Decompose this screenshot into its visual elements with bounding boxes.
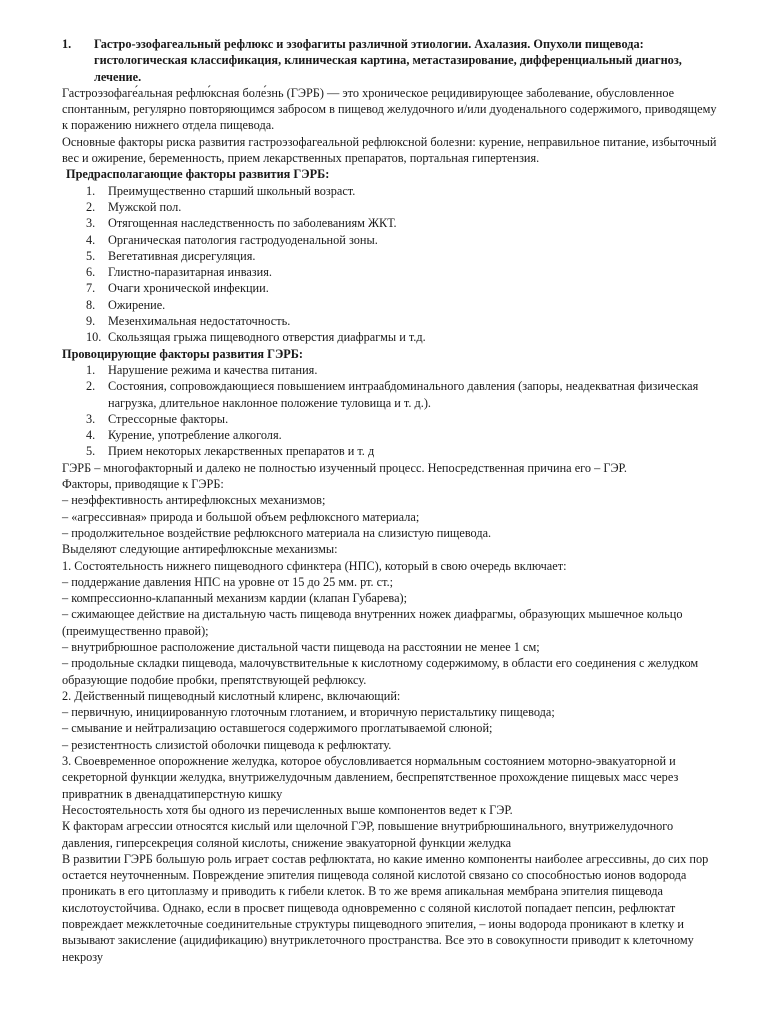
list-item: 2. Состояния, сопровождающиеся повышением интраабдоминального давления (запоры, неадекватная физическая нагрузка, длительное наклонное положение туловища и т. д.). <box>86 379 699 410</box>
list-item: 9. Мезенхимальная недостаточность. <box>86 314 291 329</box>
list-item: 8. Ожирение. <box>86 297 166 312</box>
body-line: 3. Своевременное опорожнение желудка, которое обусловливается нормальным состоянием моторно-эвакуаторной и секреторной функции желудка, внутрижелудочным давлением, беспрепятственное прохождение пищевых масс через привратник в двенадцатиперстную кишку <box>62 754 679 801</box>
section-number: 1. <box>62 37 72 51</box>
body-line: – поддержание давления НПС на уровне от 15 до 25 мм. рт. ст.; <box>62 574 394 589</box>
list-item: 4. Курение, употребление алкоголя. <box>86 428 282 443</box>
predisposing-heading: Предрасполагающие факторы развития ГЭРБ: <box>66 167 330 182</box>
provoking-heading: Провоцирующие факторы развития ГЭРБ: <box>62 346 304 361</box>
body-line: – продольные складки пищевода, малочувствительные к кислотному содержимому, в области его соединения с желудком образующие подобие пробки, препятствующей рефлюксу. <box>62 656 699 687</box>
body-line: Выделяют следующие антирефлюксные механизмы: <box>62 542 338 557</box>
body-line: 2. Действенный пищеводный кислотный клиренс, включающий: <box>62 688 401 703</box>
list-item: 3. Стрессорные факторы. <box>86 411 229 426</box>
body-line: – резистентность слизистой оболочки пищевода к рефлюктату. <box>62 737 392 752</box>
body-line: 1. Состоятельность нижнего пищеводного сфинктера (НПС), который в свою очередь включает: <box>62 558 567 573</box>
list-item: 1. Преимущественно старший школьный возраст. <box>86 183 356 198</box>
provoking-list <box>62 362 718 460</box>
body-line: – смывание и нейтрализацию оставшегося содержимого проглатываемой слюной; <box>62 721 493 736</box>
body-line: – сжимающее действие на дистальную часть пищевода внутренних ножек диафрагмы, образующих мышечное кольцо (преимущественно правой); <box>62 607 683 638</box>
intro-paragraph: Гастроэзофаге́альная рефлю́ксная боле́знь (ГЭРБ) — это хроническое рецидивирующее заболевание, обусловленное спонтанным, регулярно повторяющимся забросом в пищевод желудочного и/или дуоденального содержимого, приводящему к поражению нижнего отдела пищевода. <box>62 85 717 133</box>
list-item: 2. Мужской пол. <box>86 199 182 214</box>
list-item: 10. Скользящая грыжа пищеводного отверстия диафрагмы и т.д. <box>86 330 426 345</box>
section-title <box>62 36 718 85</box>
list-item: 6. Глистно-паразитарная инвазия. <box>86 265 272 280</box>
section-title-text: Гастро-эзофагеальный рефлюкс и эзофагиты различной этиологии. Ахалазия. Опухоли пищевода: гистологическая классификация, клиническая картина, метастазирование, дифференциальный диагноз, лечение. <box>94 37 682 84</box>
list-item: 3. Отягощенная наследственность по заболеваниям ЖКТ. <box>86 216 397 231</box>
list-item: 7. Очаги хронической инфекции. <box>86 281 269 296</box>
body-line: В развитии ГЭРБ большую роль играет состав рефлюктата, но какие именно компоненты наиболее агрессивны, до сих пор остается неуточненным. Повреждение эпителия пищевода соляной кислотой связано со способностью ионов водорода проникать в его цитоплазму и приводить к гибели клеток. В то же время апикальная мембрана эпителия пищевода кислотоустойчива. Однако, если в просвет пищевода одновременно с соляной кислотой попадает пепсин, рефлюктат повреждает межклеточные соединительные структуры пищеводного эпителия, – ионы водорода проникают в клетку и вызывают закисление (ацидификацию) внутриклеточного пространства. Все это в совокупности приводит к клеточному некрозу <box>62 851 709 964</box>
list-item: 5. Прием некоторых лекарственных препаратов и т. д <box>86 444 375 459</box>
body-line: ГЭРБ – многофакторный и далеко не полностью изученный процесс. Непосредственная причина его – ГЭР. <box>62 460 627 475</box>
body-line: – компрессионно-клапанный механизм кардии (клапан Губарева); <box>62 591 408 606</box>
predisposing-list <box>62 183 718 346</box>
body-line: – «агрессивная» природа и большой объем рефлюксного материала; <box>62 509 420 524</box>
list-item: 1. Нарушение режима и качества питания. <box>86 362 318 377</box>
body-line: – продолжительное воздействие рефлюксного материала на слизистую пищевода. <box>62 525 492 540</box>
list-item: 4. Органическая патология гастродуоденальной зоны. <box>86 232 378 247</box>
list-item: 5. Вегетативная дисрегуляция. <box>86 248 256 263</box>
body-line: К факторам агрессии относятся кислый или щелочной ГЭР, повышение внутрибрюшинального, внутрижелудочного давления, гиперсекреция соляной кислоты, снижение эвакуаторной функции желудка <box>62 819 674 850</box>
body-line: – внутрибрюшное расположение дистальной части пищевода на расстоянии не менее 1 см; <box>62 639 540 654</box>
body-line: – неэффективность антирефлюксных механизмов; <box>62 493 326 508</box>
risk-factors-paragraph: Основные факторы риска развития гастроэзофагеальной рефлюксной болезни: курение, неправильное питание, избыточный вес и ожирение, беременность, прием лекарственных препаратов, портальная гипертензия. <box>62 134 717 166</box>
body-line: Несостоятельность хотя бы одного из перечисленных выше компонентов ведет к ГЭР. <box>62 802 513 817</box>
body-line: Факторы, приводящие к ГЭРБ: <box>62 477 224 492</box>
body-line: – первичную, инициированную глоточным глотанием, и вторичную перистальтику пищевода; <box>62 705 555 720</box>
